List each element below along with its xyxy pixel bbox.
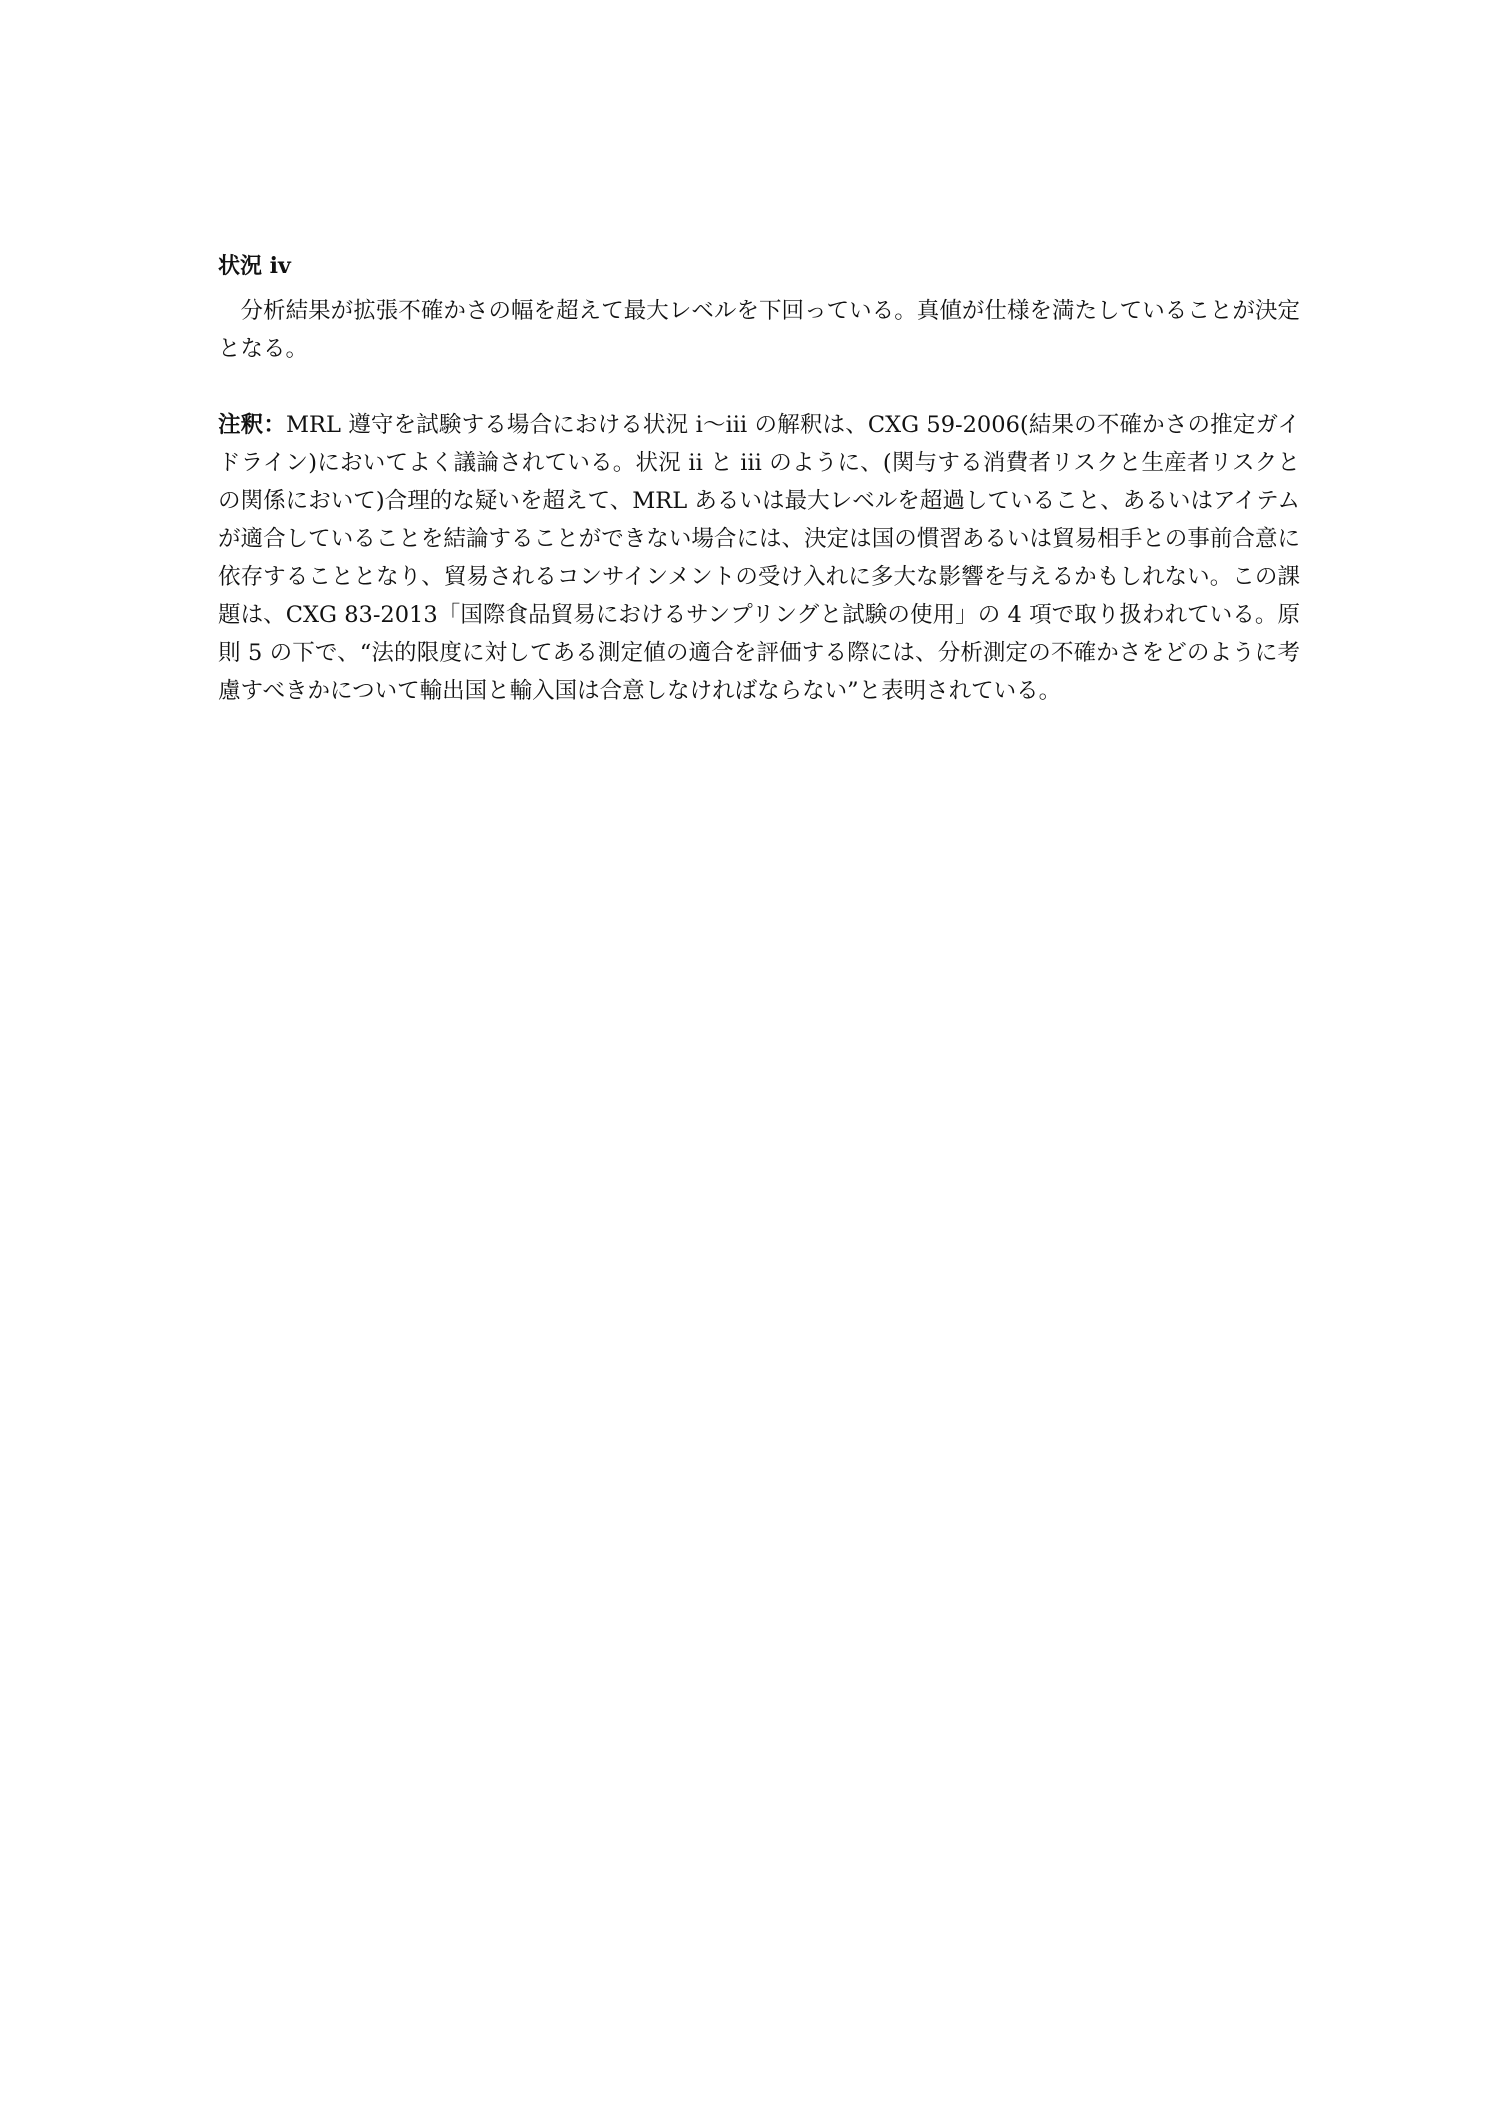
section-body: 分析結果が拡張不確かさの幅を超えて最大レベルを下回っている。真値が仕様を満たしていることが決定となる。	[218, 298, 1300, 362]
paragraph-gap	[218, 368, 1300, 406]
section-heading: 状況 iv	[218, 253, 291, 279]
page-content	[218, 252, 1300, 710]
note-body: MRL 遵守を試験する場合における状況 i～iii の解釈は、CXG 59-2006(結果の不確かさの推定ガイドライン)においてよく議論されている。状況 ii と iii のように、(関与する消費者リスクと生産者リスクとの関係において)合理的な疑いを超えて、MRL あるいは最大レベルを超過していること、あるいはアイテムが適合していることを結論することができない場合には、決定は国の慣習あるいは貿易相手との事前合意に依存することとなり、貿易されるコンサインメントの受け入れに多大な影響を与えるかもしれない。この課題は、CXG 83-2013「国際食品貿易におけるサンプリングと試験の使用」の 4 項で取り扱われている。原則 5 の下で、“法的限度に対してある測定値の適合を評価する際には、分析測定の不確かさをどのように考慮すべきかについて輸出国と輸入国は合意しなければならない”と表明されている。	[218, 412, 1300, 704]
note-paragraph	[218, 406, 1300, 710]
note-label: 注釈：	[218, 412, 287, 438]
